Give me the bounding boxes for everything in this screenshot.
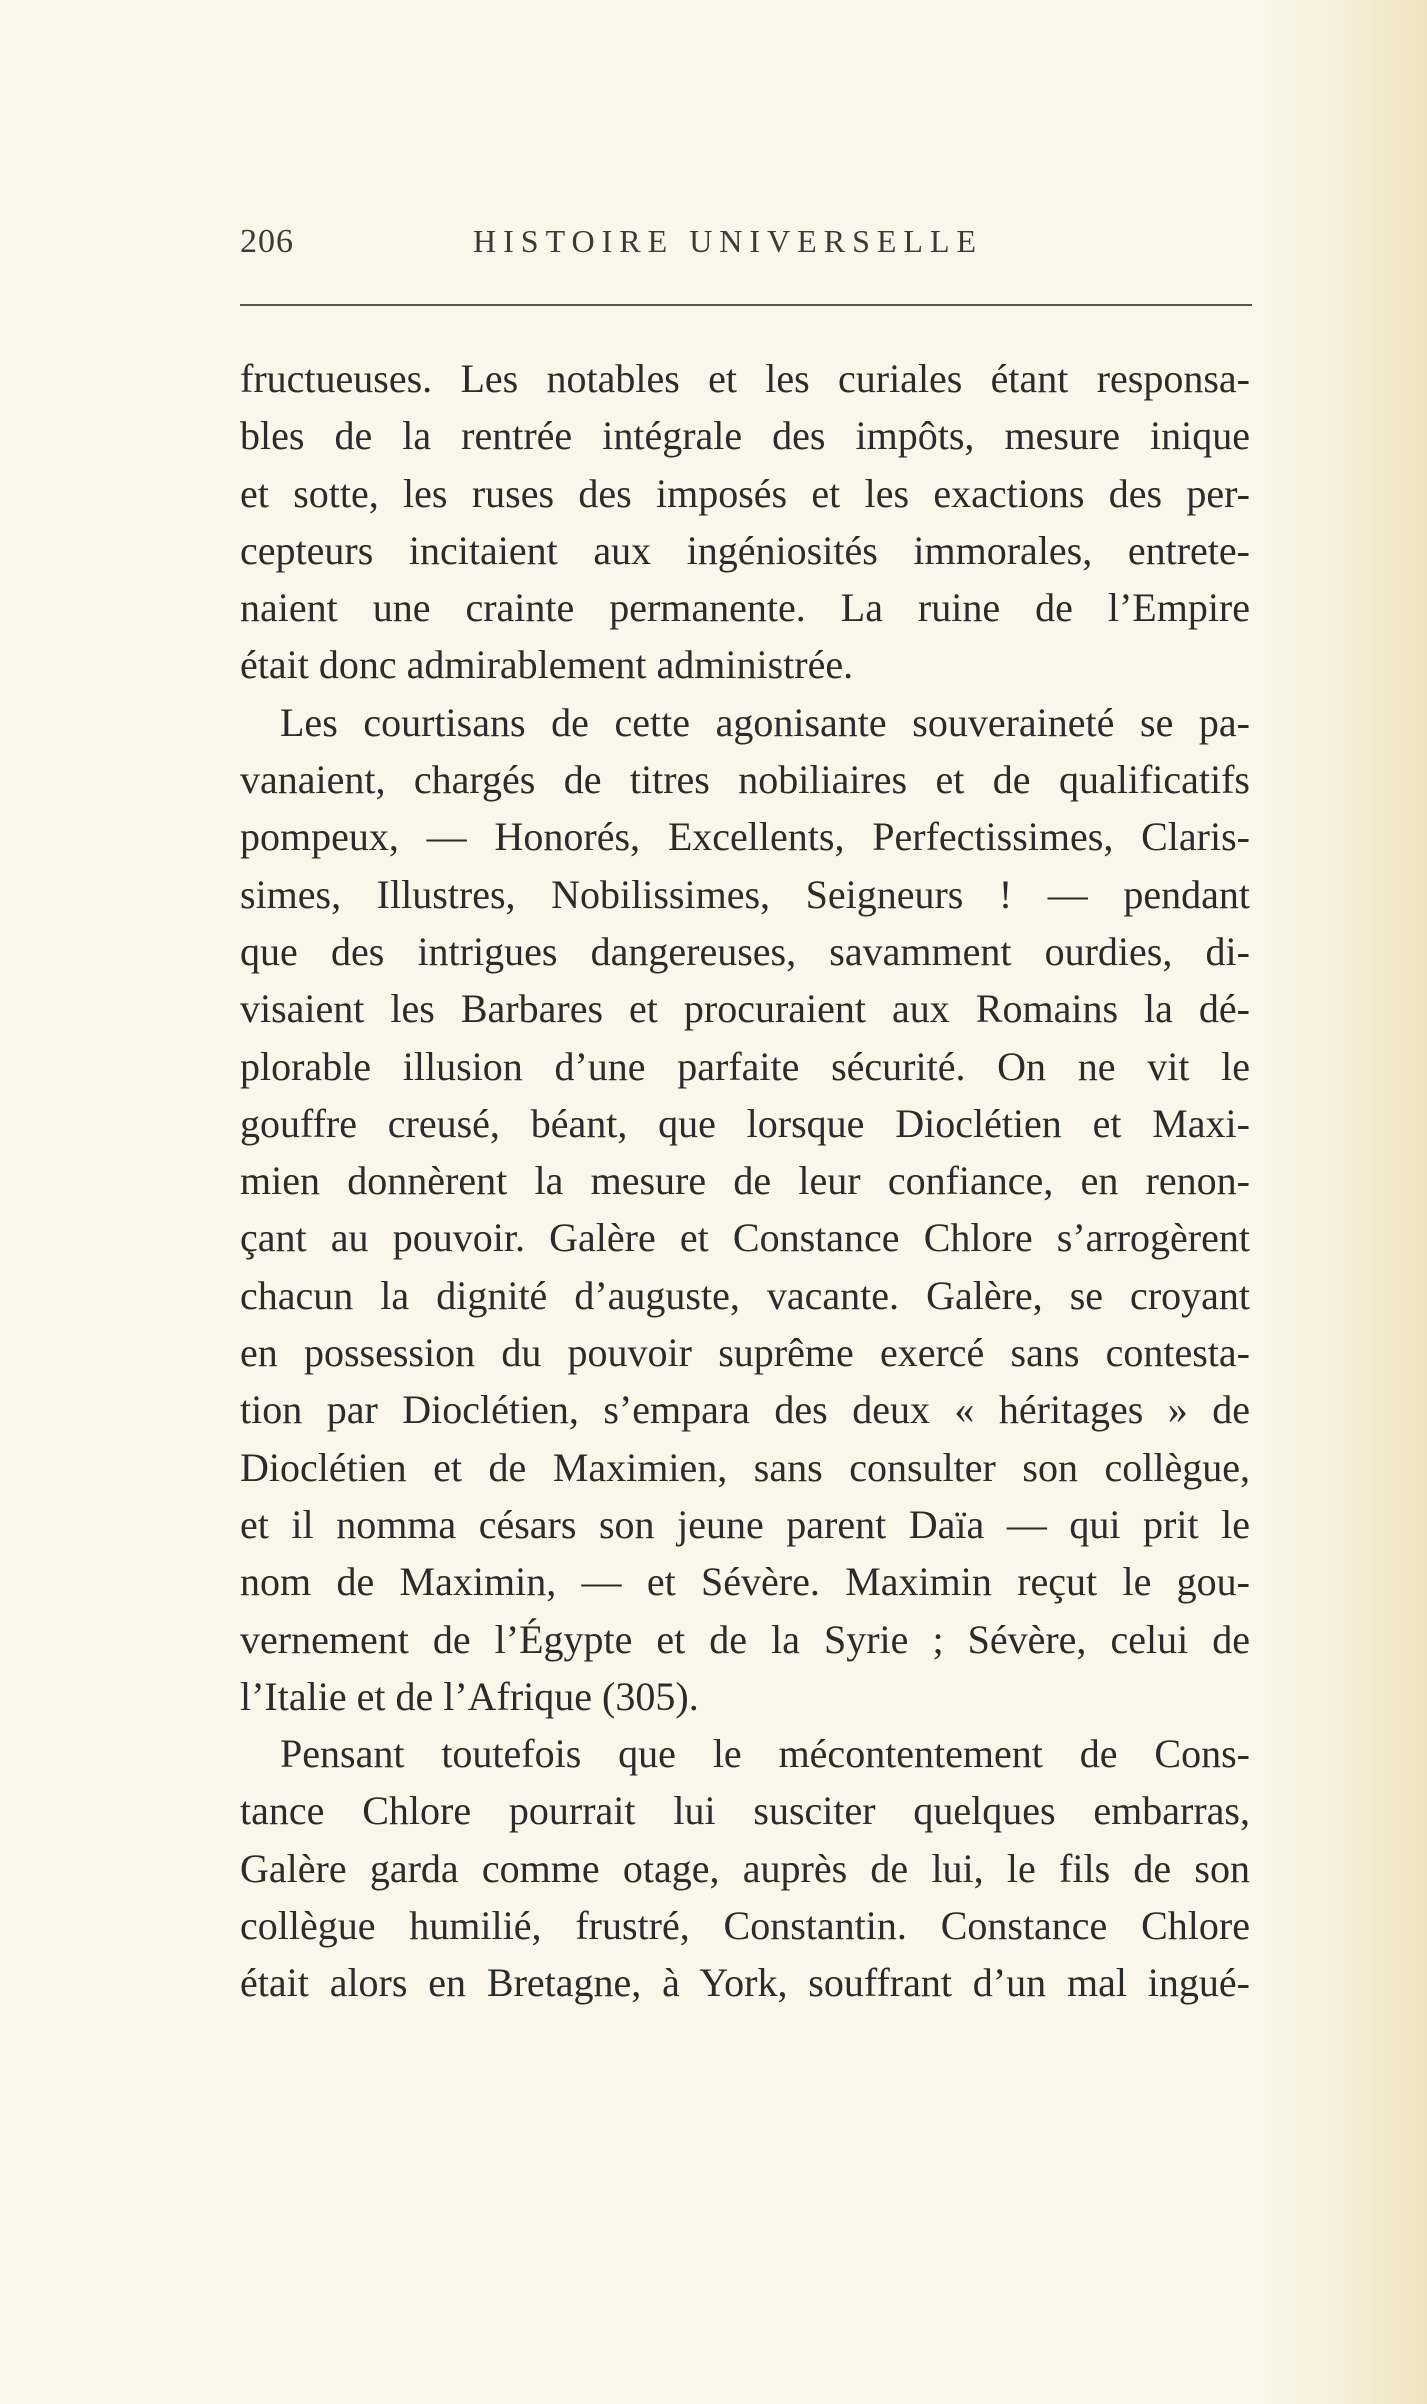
text-line: plorable illusion d’une parfaite sécurité. On ne vit le xyxy=(240,1043,1250,1089)
text-line: cepteurs incitaient aux ingéniosités immorales, entrete- xyxy=(240,527,1250,573)
text-line: visaient les Barbares et procuraient aux Romains la dé- xyxy=(240,986,1250,1032)
body-text xyxy=(240,350,1250,2012)
text-line: tance Chlore pourrait lui susciter quelques embarras, xyxy=(240,1788,1250,1834)
page-number: 206 xyxy=(240,223,294,260)
text-line: et sotte, les ruses des imposés et les exactions des per- xyxy=(240,470,1250,516)
text-line: mien donnèrent la mesure de leur confiance, en renon- xyxy=(240,1158,1250,1204)
running-head: HISTOIRE UNIVERSELLE xyxy=(473,223,984,259)
text-line: était alors en Bretagne, à York, souffrant d’un mal ingué- xyxy=(240,1960,1250,2006)
text-line: et il nomma césars son jeune parent Daïa — qui prit le xyxy=(240,1501,1250,1547)
text-line: Pensant toutefois que le mécontentement de Cons- xyxy=(280,1731,1250,1777)
text-line: Galère garda comme otage, auprès de lui, le fils de son xyxy=(240,1845,1250,1891)
text-line: fructueuses. Les notables et les curiales étant responsa- xyxy=(240,356,1250,401)
text-line: vernement de l’Égypte et de la Syrie ; Sévère, celui de xyxy=(240,1616,1250,1662)
text-line: vanaient, chargés de titres nobiliaires et de qualificatifs xyxy=(240,757,1250,803)
header-rule xyxy=(240,304,1252,306)
text-line: en possession du pouvoir suprême exercé sans contesta- xyxy=(240,1330,1250,1376)
text-line: collègue humilié, frustré, Constantin. Constance Chlore xyxy=(240,1903,1250,1949)
page-header xyxy=(240,223,1250,283)
text-line: était donc admirablement administrée. xyxy=(240,642,854,688)
text-line: gouffre creusé, béant, que lorsque Dioclétien et Maxi- xyxy=(240,1100,1250,1146)
text-line: Dioclétien et de Maximien, sans consulter son collègue, xyxy=(240,1444,1250,1490)
text-line: Les courtisans de cette agonisante souveraineté se pa- xyxy=(280,699,1250,745)
text-line: chacun la dignité d’auguste, vacante. Galère, se croyant xyxy=(240,1272,1250,1318)
text-line: naient une crainte permanente. La ruine de l’Empire xyxy=(240,585,1250,631)
text-line: l’Italie et de l’Afrique (305). xyxy=(240,1673,699,1719)
text-line: simes, Illustres, Nobilissimes, Seigneurs ! — pendant xyxy=(240,871,1250,917)
text-line: tion par Dioclétien, s’empara des deux « héritages » de xyxy=(240,1387,1250,1433)
text-line: pompeux, — Honorés, Excellents, Perfectissimes, Claris- xyxy=(240,814,1250,860)
text-line: bles de la rentrée intégrale des impôts, mesure inique xyxy=(240,413,1250,459)
text-line: que des intrigues dangereuses, savamment ourdies, di- xyxy=(240,928,1250,974)
text-line: çant au pouvoir. Galère et Constance Chlore s’arrogèrent xyxy=(240,1215,1250,1261)
text-line: nom de Maximin, — et Sévère. Maximin reçut le gou- xyxy=(240,1559,1250,1605)
